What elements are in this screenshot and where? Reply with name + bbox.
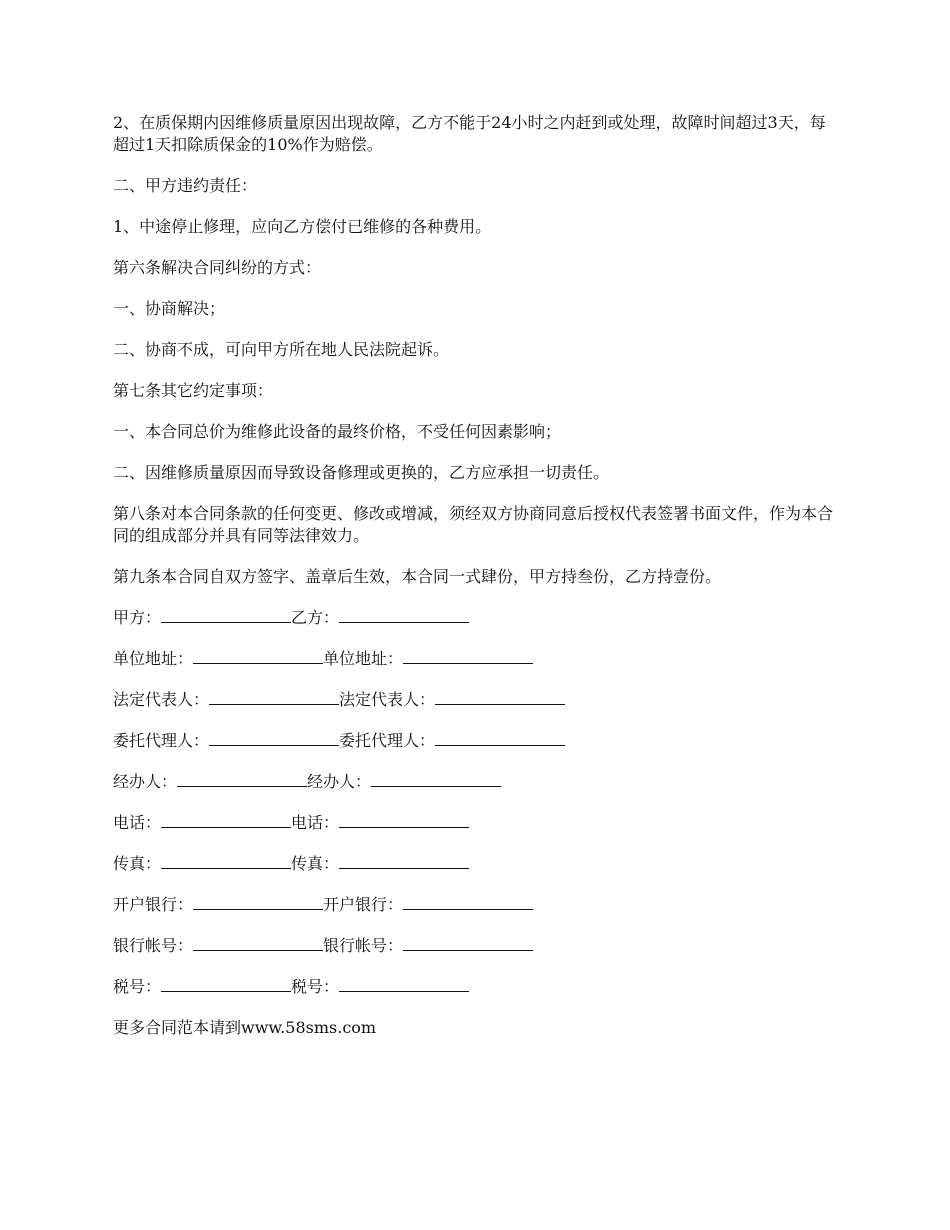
tax-id-label: 税号： [291,977,340,996]
bank-label: 开户银行： [113,895,194,914]
signature-blank [339,854,469,869]
signature-blank [371,772,501,787]
footer-note: 更多合同范本请到www.58sms.com [113,1018,377,1037]
clause-paragraph: 一、协商解决； [113,299,226,318]
clause-paragraph: 第九条本合同自双方签字、盖章后生效，本合同一式肆份，甲方持叁份，乙方持壹份。 [113,567,722,586]
account-label: 银行帐号： [113,936,194,955]
account-label: 银行帐号： [323,936,404,955]
fax-label: 传真： [291,854,340,873]
clause-paragraph: 二、协商不成，可向甲方所在地人民法院起诉。 [113,340,450,359]
address-label: 单位地址： [113,649,194,668]
signature-blank [161,608,291,623]
party-a-label: 甲方： [113,608,162,627]
signature-blank [435,731,565,746]
signature-row [113,607,841,629]
signature-blank [403,895,533,910]
clause-paragraph: 二、因维修质量原因而导致设备修理或更换的，乙方应承担一切责任。 [113,463,610,482]
signature-blank [403,936,533,951]
signature-blank [161,854,291,869]
signature-blank [209,731,339,746]
legal-rep-label: 法定代表人： [339,690,436,709]
phone-label: 电话： [113,813,162,832]
signature-row [113,812,841,834]
clause-heading: 第七条其它约定事项： [113,381,274,400]
signature-blank [177,772,307,787]
signature-blank [403,649,533,664]
clause-paragraph: 二、甲方违约责任： [113,176,258,195]
signature-blank [193,936,323,951]
address-label: 单位地址： [323,649,404,668]
agent-label: 委托代理人： [339,731,436,750]
signature-row [113,648,841,670]
clause-paragraph: 第八条对本合同条款的任何变更、修改或增减，须经双方协商同意后授权代表签署书面文件，作为本合同的组成部分并具有同等法律效力。 [113,504,834,545]
clause-paragraph: 2、在质保期内因维修质量原因出现故障，乙方不能于24小时之内赶到或处理，故障时间超过3天，每超过1天扣除质保金的10%作为赔偿。 [113,113,826,154]
signature-row [113,935,841,957]
agent-label: 委托代理人： [113,731,210,750]
clause-heading: 第六条解决合同纠纷的方式： [113,258,322,277]
signature-block [113,607,841,998]
document-page [113,112,841,1058]
bank-label: 开户银行： [323,895,404,914]
signature-blank [435,690,565,705]
signature-blank [161,977,291,992]
legal-rep-label: 法定代表人： [113,690,210,709]
tax-id-label: 税号： [113,977,162,996]
signature-blank [339,977,469,992]
phone-label: 电话： [291,813,340,832]
signature-blank [193,895,323,910]
signature-row [113,771,841,793]
clause-paragraph: 一、本合同总价为维修此设备的最终价格，不受任何因素影响； [113,422,562,441]
signature-blank [339,608,469,623]
signature-row [113,853,841,875]
handler-label: 经办人： [113,772,178,791]
handler-label: 经办人： [307,772,372,791]
signature-blank [339,813,469,828]
fax-label: 传真： [113,854,162,873]
signature-row [113,894,841,916]
signature-blank [193,649,323,664]
clause-paragraph: 1、中途停止修理，应向乙方偿付已维修的各种费用。 [113,217,492,236]
signature-blank [161,813,291,828]
signature-row [113,976,841,998]
signature-row [113,730,841,752]
party-b-label: 乙方： [291,608,340,627]
signature-blank [209,690,339,705]
signature-row [113,689,841,711]
